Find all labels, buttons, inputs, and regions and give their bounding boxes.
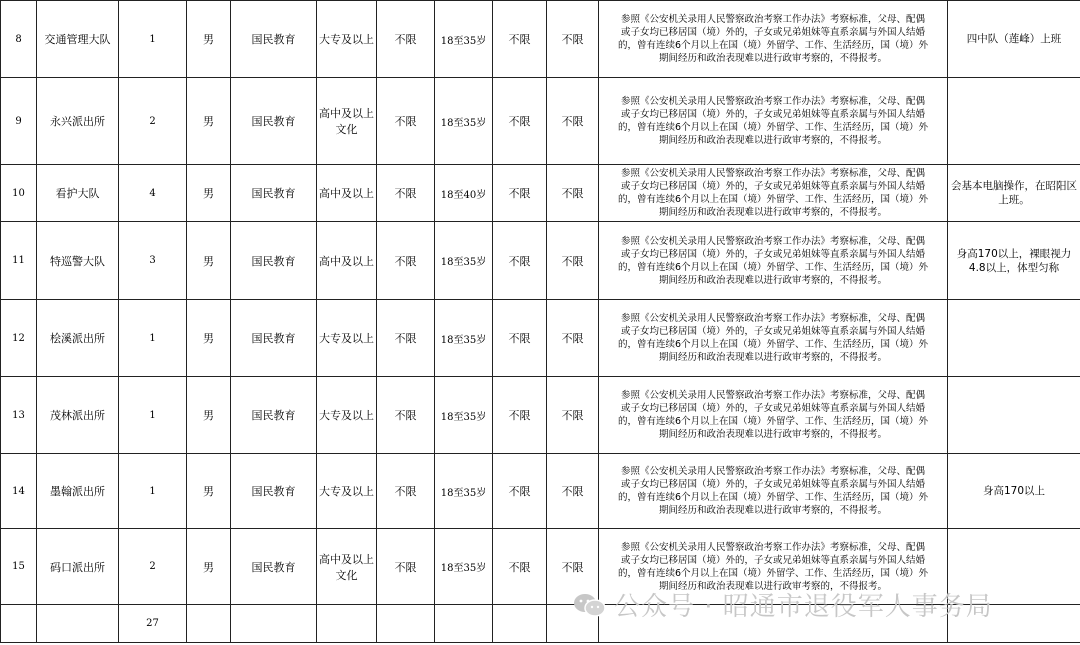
condition-line: 参照《公安机关录用人民警察政治考察工作办法》考察标准，父母、配偶 [620,235,925,247]
hire-count: 4 [119,165,187,222]
condition-line: 参照《公安机关录用人民警察政治考察工作办法》考察标准，父母、配偶 [620,14,925,25]
condition-line: 或子女均已移居国（境）外的，子女或兄弟姐妹等直系亲属与外国人结婚 [620,248,925,260]
hire-count: 2 [119,529,187,605]
table-row [1,300,1080,377]
table-row [1,1,1080,78]
major: 不限 [377,78,435,165]
condition-line: 期间经历和政治表现难以进行政审考察的，不得报考。 [658,429,887,440]
unit-name: 看护大队 [37,165,119,222]
diploma: 不限 [493,165,547,222]
condition-line: 的，曾有连续6个月以上在国（境）外留学、工作、生活经历，国（境）外 [617,194,929,205]
remarks: 身高170以上 [948,454,1080,529]
condition-line: 期间经历和政治表现难以进行政审考察的，不得报考。 [658,207,887,218]
education-level: 高中及以上文化 [317,529,377,605]
condition-line: 或子女均已移居国（境）外的，子女或兄弟姐妹等直系亲属与外国人结婚 [620,403,925,414]
condition-line: 或子女均已移居国（境）外的，子女或兄弟姐妹等直系亲属与外国人结婚 [620,326,925,337]
diploma: 不限 [493,454,547,529]
age-range: 18至35岁 [435,78,493,165]
education-level: 大专及以上 [317,377,377,454]
condition-line: 参照《公安机关录用人民警察政治考察工作办法》考察标准，父母、配偶 [620,466,925,477]
watermark-text: 公众号 · 昭通市退役军人事务局 [614,592,993,622]
table-row [1,78,1080,165]
hire-count: 1 [119,377,187,454]
empty-cell [317,605,377,643]
age-range: 18至35岁 [435,1,493,78]
empty-cell [187,605,231,643]
education-level: 高中及以上 [317,165,377,222]
education-type: 国民教育 [231,1,317,78]
condition-line: 期间经历和政治表现难以进行政审考察的，不得报考。 [658,352,887,363]
table-row [1,454,1080,529]
education-type: 国民教育 [231,529,317,605]
major: 不限 [377,377,435,454]
degree: 不限 [547,377,599,454]
major: 不限 [377,165,435,222]
condition-line: 的，曾有连续6个月以上在国（境）外留学、工作、生活经历，国（境）外 [617,40,929,51]
major: 不限 [377,222,435,300]
table-row [1,377,1080,454]
gender: 男 [187,300,231,377]
table-row [1,165,1080,222]
row-index: 10 [1,165,37,222]
condition-line: 或子女均已移居国（境）外的，子女或兄弟姐妹等直系亲属与外国人结婚 [620,109,925,120]
condition-line: 的，曾有连续6个月以上在国（境）外留学、工作、生活经历，国（境）外 [617,416,929,427]
major: 不限 [377,454,435,529]
political-condition [599,78,948,165]
condition-line: 的，曾有连续6个月以上在国（境）外留学、工作、生活经历，国（境）外 [617,122,929,133]
condition-line: 的，曾有连续6个月以上在国（境）外留学、工作、生活经历，国（境）外 [617,339,929,350]
remarks [948,78,1080,165]
diploma: 不限 [493,529,547,605]
condition-line: 期间经历和政治表现难以进行政审考察的，不得报考。 [658,135,887,146]
age-range: 18至40岁 [435,165,493,222]
degree: 不限 [547,454,599,529]
empty-cell [377,605,435,643]
political-condition [599,300,948,377]
condition-line: 或子女均已移居国（境）外的，子女或兄弟姐妹等直系亲属与外国人结婚 [620,27,925,38]
education-type: 国民教育 [231,454,317,529]
condition-line: 期间经历和政治表现难以进行政审考察的，不得报考。 [658,505,887,516]
political-condition [599,377,948,454]
unit-name: 茂林派出所 [37,377,119,454]
condition-line: 或子女均已移居国（境）外的，子女或兄弟姐妹等直系亲属与外国人结婚 [620,479,925,490]
diploma: 不限 [493,377,547,454]
age-range: 18至35岁 [435,454,493,529]
education-type: 国民教育 [231,165,317,222]
political-condition [599,454,948,529]
degree: 不限 [547,165,599,222]
empty-cell [1,605,37,643]
condition-line: 或子女均已移居国（境）外的，子女或兄弟姐妹等直系亲属与外国人结婚 [620,554,925,566]
degree: 不限 [547,1,599,78]
education-type: 国民教育 [231,78,317,165]
degree: 不限 [547,300,599,377]
diploma: 不限 [493,300,547,377]
unit-name: 墨翰派出所 [37,454,119,529]
row-index: 15 [1,529,37,605]
remarks: 身高170以上，裸眼视力4.8以上，体型匀称 [948,222,1080,300]
remarks [948,300,1080,377]
condition-line: 期间经历和政治表现难以进行政审考察的，不得报考。 [658,53,887,64]
remarks: 四中队（莲峰）上班 [948,1,1080,78]
condition-line: 的，曾有连续6个月以上在国（境）外留学、工作、生活经历，国（境）外 [617,567,929,579]
hire-count: 3 [119,222,187,300]
hire-count: 1 [119,300,187,377]
row-index: 13 [1,377,37,454]
major: 不限 [377,1,435,78]
condition-line: 参照《公安机关录用人民警察政治考察工作办法》考察标准，父母、配偶 [620,313,925,324]
education-level: 高中及以上文化 [317,78,377,165]
gender: 男 [187,165,231,222]
unit-name: 交通管理大队 [37,1,119,78]
row-index: 14 [1,454,37,529]
condition-line: 参照《公安机关录用人民警察政治考察工作办法》考察标准，父母、配偶 [620,541,925,553]
education-level: 高中及以上 [317,222,377,300]
hire-count: 1 [119,454,187,529]
wechat-icon [572,591,608,619]
gender: 男 [187,78,231,165]
row-index: 9 [1,78,37,165]
degree: 不限 [547,78,599,165]
remarks: 会基本电脑操作，在昭阳区上班。 [948,165,1080,222]
condition-line: 或子女均已移居国（境）外的，子女或兄弟姐妹等直系亲属与外国人结婚 [620,181,925,192]
gender: 男 [187,377,231,454]
age-range: 18至35岁 [435,529,493,605]
age-range: 18至35岁 [435,300,493,377]
gender: 男 [187,1,231,78]
empty-cell [37,605,119,643]
age-range: 18至35岁 [435,222,493,300]
gender: 男 [187,222,231,300]
empty-cell [493,605,547,643]
condition-line: 的，曾有连续6个月以上在国（境）外留学、工作、生活经历，国（境）外 [617,261,929,273]
watermark [572,586,993,623]
major: 不限 [377,300,435,377]
condition-line: 参照《公安机关录用人民警察政治考察工作办法》考察标准，父母、配偶 [620,168,925,179]
condition-line: 的，曾有连续6个月以上在国（境）外留学、工作、生活经历，国（境）外 [617,492,929,503]
unit-name: 永兴派出所 [37,78,119,165]
degree: 不限 [547,222,599,300]
row-index: 11 [1,222,37,300]
hire-count: 1 [119,1,187,78]
unit-name: 桧溪派出所 [37,300,119,377]
unit-name: 码口派出所 [37,529,119,605]
political-condition [599,222,948,300]
unit-name: 特巡警大队 [37,222,119,300]
political-condition [599,165,948,222]
remarks [948,377,1080,454]
gender: 男 [187,529,231,605]
condition-line: 参照《公安机关录用人民警察政治考察工作办法》考察标准，父母、配偶 [620,390,925,401]
condition-line: 期间经历和政治表现难以进行政审考察的，不得报考。 [658,274,887,286]
political-condition [599,1,948,78]
empty-cell [231,605,317,643]
table-body [1,1,1080,643]
age-range: 18至35岁 [435,377,493,454]
gender: 男 [187,454,231,529]
education-level: 大专及以上 [317,300,377,377]
education-level: 大专及以上 [317,1,377,78]
education-type: 国民教育 [231,300,317,377]
diploma: 不限 [493,222,547,300]
condition-line: 参照《公安机关录用人民警察政治考察工作办法》考察标准，父母、配偶 [620,96,925,107]
degree: 不限 [547,529,599,605]
table-row [1,222,1080,300]
diploma: 不限 [493,1,547,78]
row-index: 12 [1,300,37,377]
hire-count: 2 [119,78,187,165]
row-index: 8 [1,1,37,78]
major: 不限 [377,529,435,605]
condition-line: 期间经历和政治表现难以进行政审考察的，不得报考。 [658,580,887,592]
empty-cell [435,605,493,643]
diploma: 不限 [493,78,547,165]
education-type: 国民教育 [231,222,317,300]
total-count: 27 [119,605,187,643]
education-type: 国民教育 [231,377,317,454]
education-level: 大专及以上 [317,454,377,529]
